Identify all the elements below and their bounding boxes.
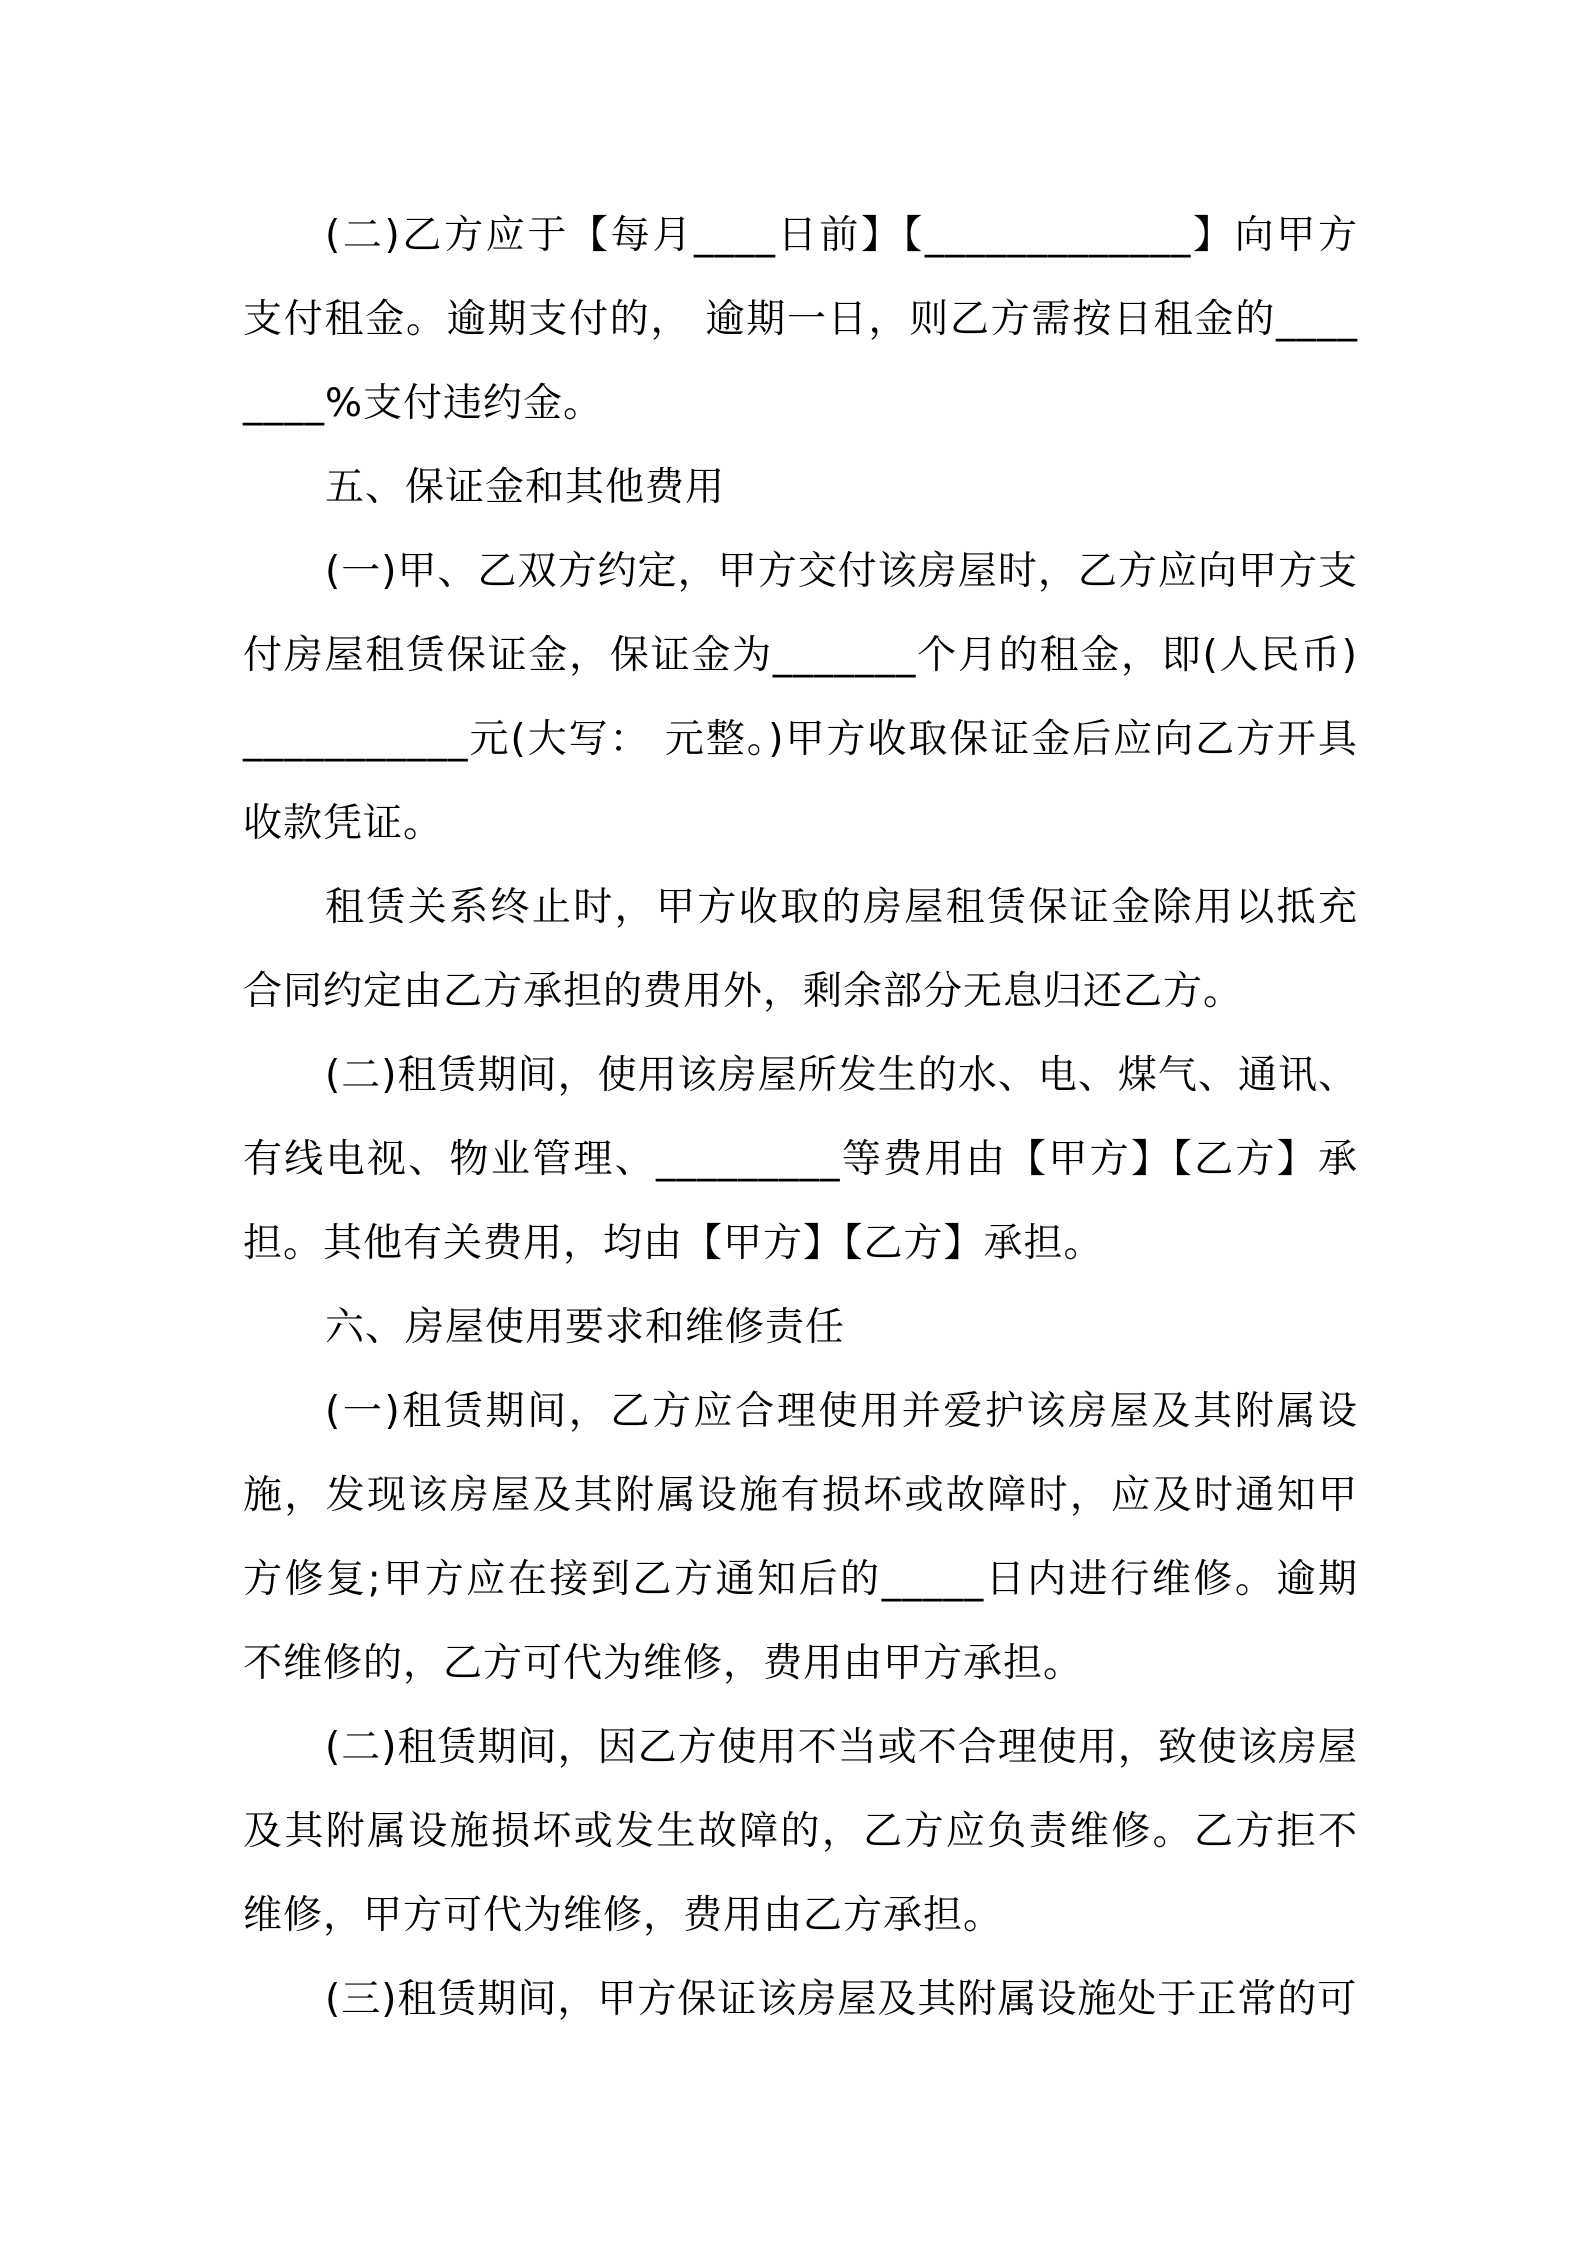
paragraph-deposit-amount: (一)甲、乙双方约定，甲方交付该房屋时，乙方应向甲方支付房屋租赁保证金，保证金为_______个月的租金，即(人民币)___________元(大写： 元整。)甲方收取保证金后应向乙方开具收款凭证。 xyxy=(243,549,1358,846)
section-heading-maintenance: 六、房屋使用要求和维修责任 xyxy=(325,1305,846,1350)
paragraph-utility-fees: (二)租赁期间，使用该房屋所发生的水、电、煤气、通讯、有线电视、物业管理、_________等费用由【甲方】【乙方】承担。其他有关费用，均由【甲方】【乙方】承担。 xyxy=(243,1053,1358,1266)
paragraph-maintenance-landlord: (一)租赁期间，乙方应合理使用并爱护该房屋及其附属设施，发现该房屋及其附属设施有损坏或故障时，应及时通知甲方修复;甲方应在接到乙方通知后的_____日内进行维修。逾期不维修的，乙方可代为维修，费用由甲方承担。 xyxy=(243,1389,1358,1686)
document-body xyxy=(243,194,1358,2042)
section-heading-deposit: 五、保证金和其他费用 xyxy=(325,465,726,510)
paragraph-rent-payment: (二)乙方应于【每月____日前】【_____________】向甲方支付租金。逾期支付的， 逾期一日，则乙方需按日租金的________%支付违约金。 xyxy=(243,213,1358,426)
paragraph-deposit-return: 租赁关系终止时，甲方收取的房屋租赁保证金除用以抵充合同约定由乙方承担的费用外，剩余部分无息归还乙方。 xyxy=(243,885,1358,1014)
paragraph-maintenance-tenant: (二)租赁期间，因乙方使用不当或不合理使用，致使该房屋及其附属设施损坏或发生故障的，乙方应负责维修。乙方拒不维修，甲方可代为维修，费用由乙方承担。 xyxy=(243,1725,1358,1938)
paragraph-normal-condition: (三)租赁期间，甲方保证该房屋及其附属设施处于正常的可 xyxy=(325,1977,1358,2022)
